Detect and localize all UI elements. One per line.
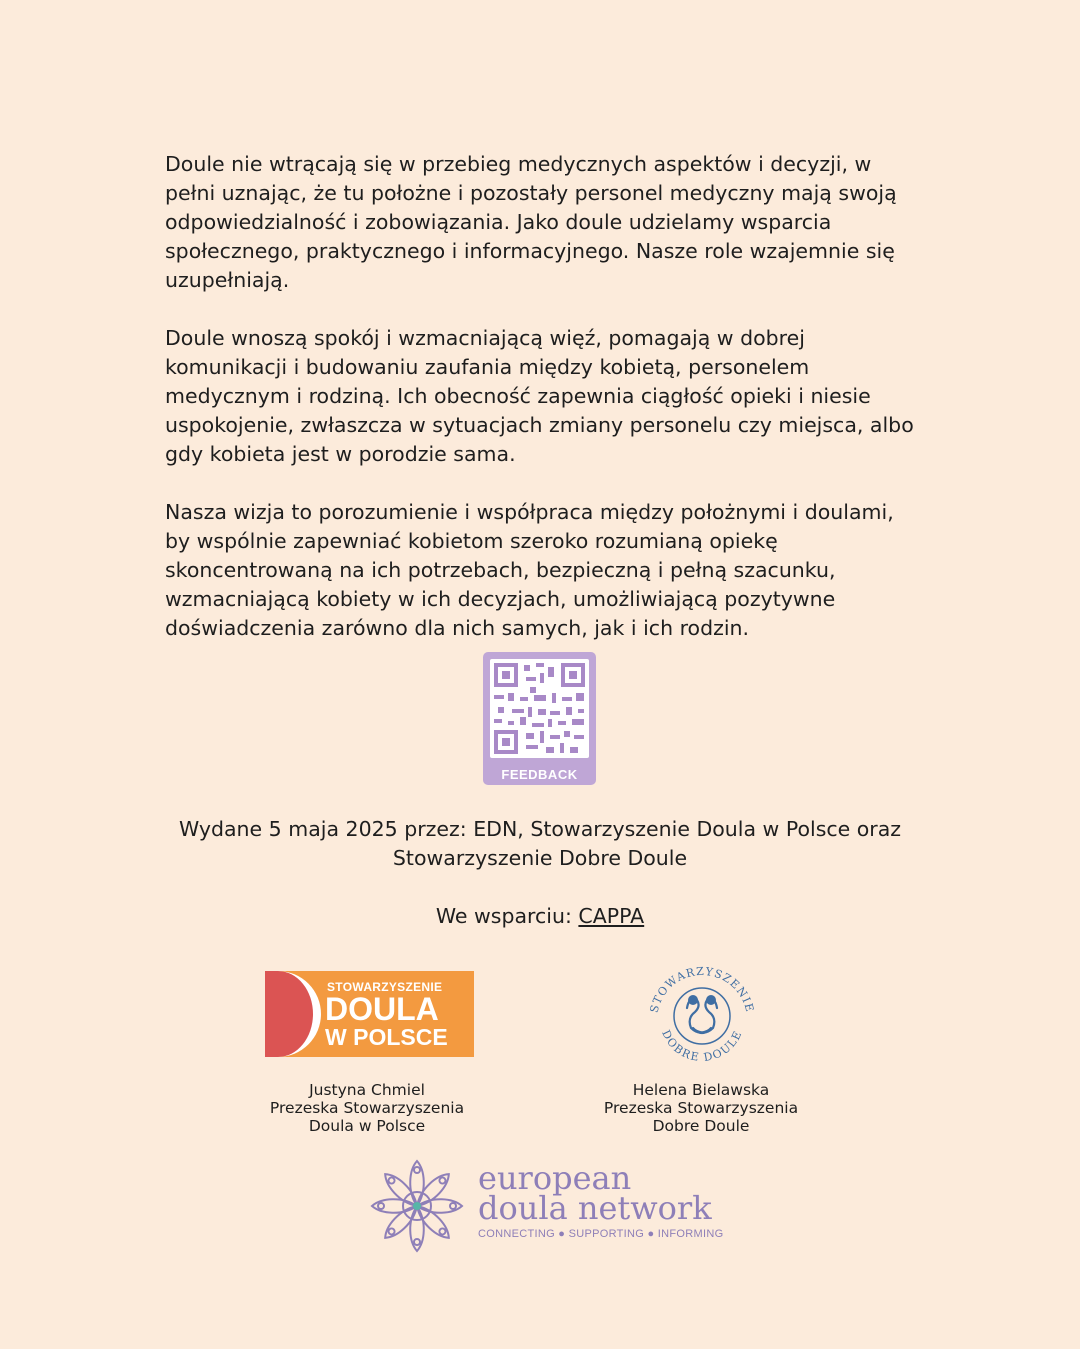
issued-by — [100, 815, 980, 873]
edn-tagline: CONNECTING ● SUPPORTING ● INFORMING — [478, 1228, 724, 1240]
signature-right-name: Helena Bielawska — [632, 1081, 770, 1099]
doula-logo-line-3: W POLSCE — [325, 1024, 448, 1050]
doula-logo-line-1: STOWARZYSZENIE — [327, 980, 443, 994]
support-prefix: We wsparciu: — [435, 904, 579, 928]
signature-left-org: Doula w Polsce — [308, 1117, 426, 1135]
edn-logo-line-1: european — [478, 1159, 632, 1197]
issued-line-1: Wydane 5 maja 2025 przez: EDN, Stowarzyszenie Doula w Polsce oraz — [178, 817, 902, 841]
qr-code-icon — [490, 659, 589, 758]
edn-flower-icon — [367, 1156, 467, 1256]
paragraph-presence: Doule wnoszą spokój i wzmacniającą więź, pomagają w dobrej komunikacji i budowaniu zaufania między kobietą, personelem medycznym i rodziną. Ich obecność zapewnia ciągłość opieki i niesie uspokojenie, zwłaszcza w sytuacjach zmiany personelu czy miejsca, albo gdy kobieta jest w porodzie sama. — [165, 326, 914, 466]
edn-logo — [478, 1159, 724, 1240]
issued-line-2: Stowarzyszenie Dobre Doule — [392, 846, 688, 870]
edn-logo-line-2: doula network — [478, 1189, 712, 1227]
doula-w-polsce-logo — [265, 971, 474, 1057]
feedback-qr-code[interactable] — [483, 652, 596, 785]
qr-feedback-label: FEEDBACK — [501, 767, 578, 782]
dobre-doule-bottom-text: DOBRE DOULE — [659, 1027, 745, 1065]
signature-left-name: Justyna Chmiel — [309, 1081, 425, 1099]
signature-right — [571, 1081, 831, 1135]
dobre-doule-logo — [643, 960, 761, 1072]
signature-left — [237, 1081, 497, 1135]
paragraph-roles: Doule nie wtrącają się w przebieg medycznych aspektów i decyzji, w pełni uznając, że tu położne i pozostały personel medyczny mają swoją odpowiedzialność i zobowiązania. Jako doule udzielamy wsparcia społecznego, praktycznego i informacyjnego. Nasze role wzajemnie się uzupełniają. — [165, 152, 897, 292]
signature-left-role: Prezeska Stowarzyszenia — [269, 1099, 465, 1117]
svg-text:STOWARZYSZENIE — [648, 965, 757, 1014]
signature-right-org: Dobre Doule — [652, 1117, 750, 1135]
doula-logo-line-2: DOULA — [325, 991, 439, 1027]
dobre-doule-top-text: STOWARZYSZENIE — [647, 964, 757, 1015]
signature-right-role: Prezeska Stowarzyszenia — [603, 1099, 799, 1117]
cappa-link[interactable]: CAPPA — [578, 904, 645, 928]
doula-logo-shape — [265, 971, 321, 1057]
body-text — [165, 150, 925, 672]
support-line — [100, 902, 980, 931]
paragraph-vision: Nasza wizja to porozumienie i współpraca między położnymi i doulami, by wspólnie zapewniać kobietom szeroko rozumianą opiekę skoncentrowaną na ich potrzebach, bezpieczną i pełną szacunku, wzmacniającą kobiety w ich decyzjach, umożliwiającą pozytywne doświadczenia zarówno dla nich samych, jak i ich rodzin. — [165, 500, 894, 640]
